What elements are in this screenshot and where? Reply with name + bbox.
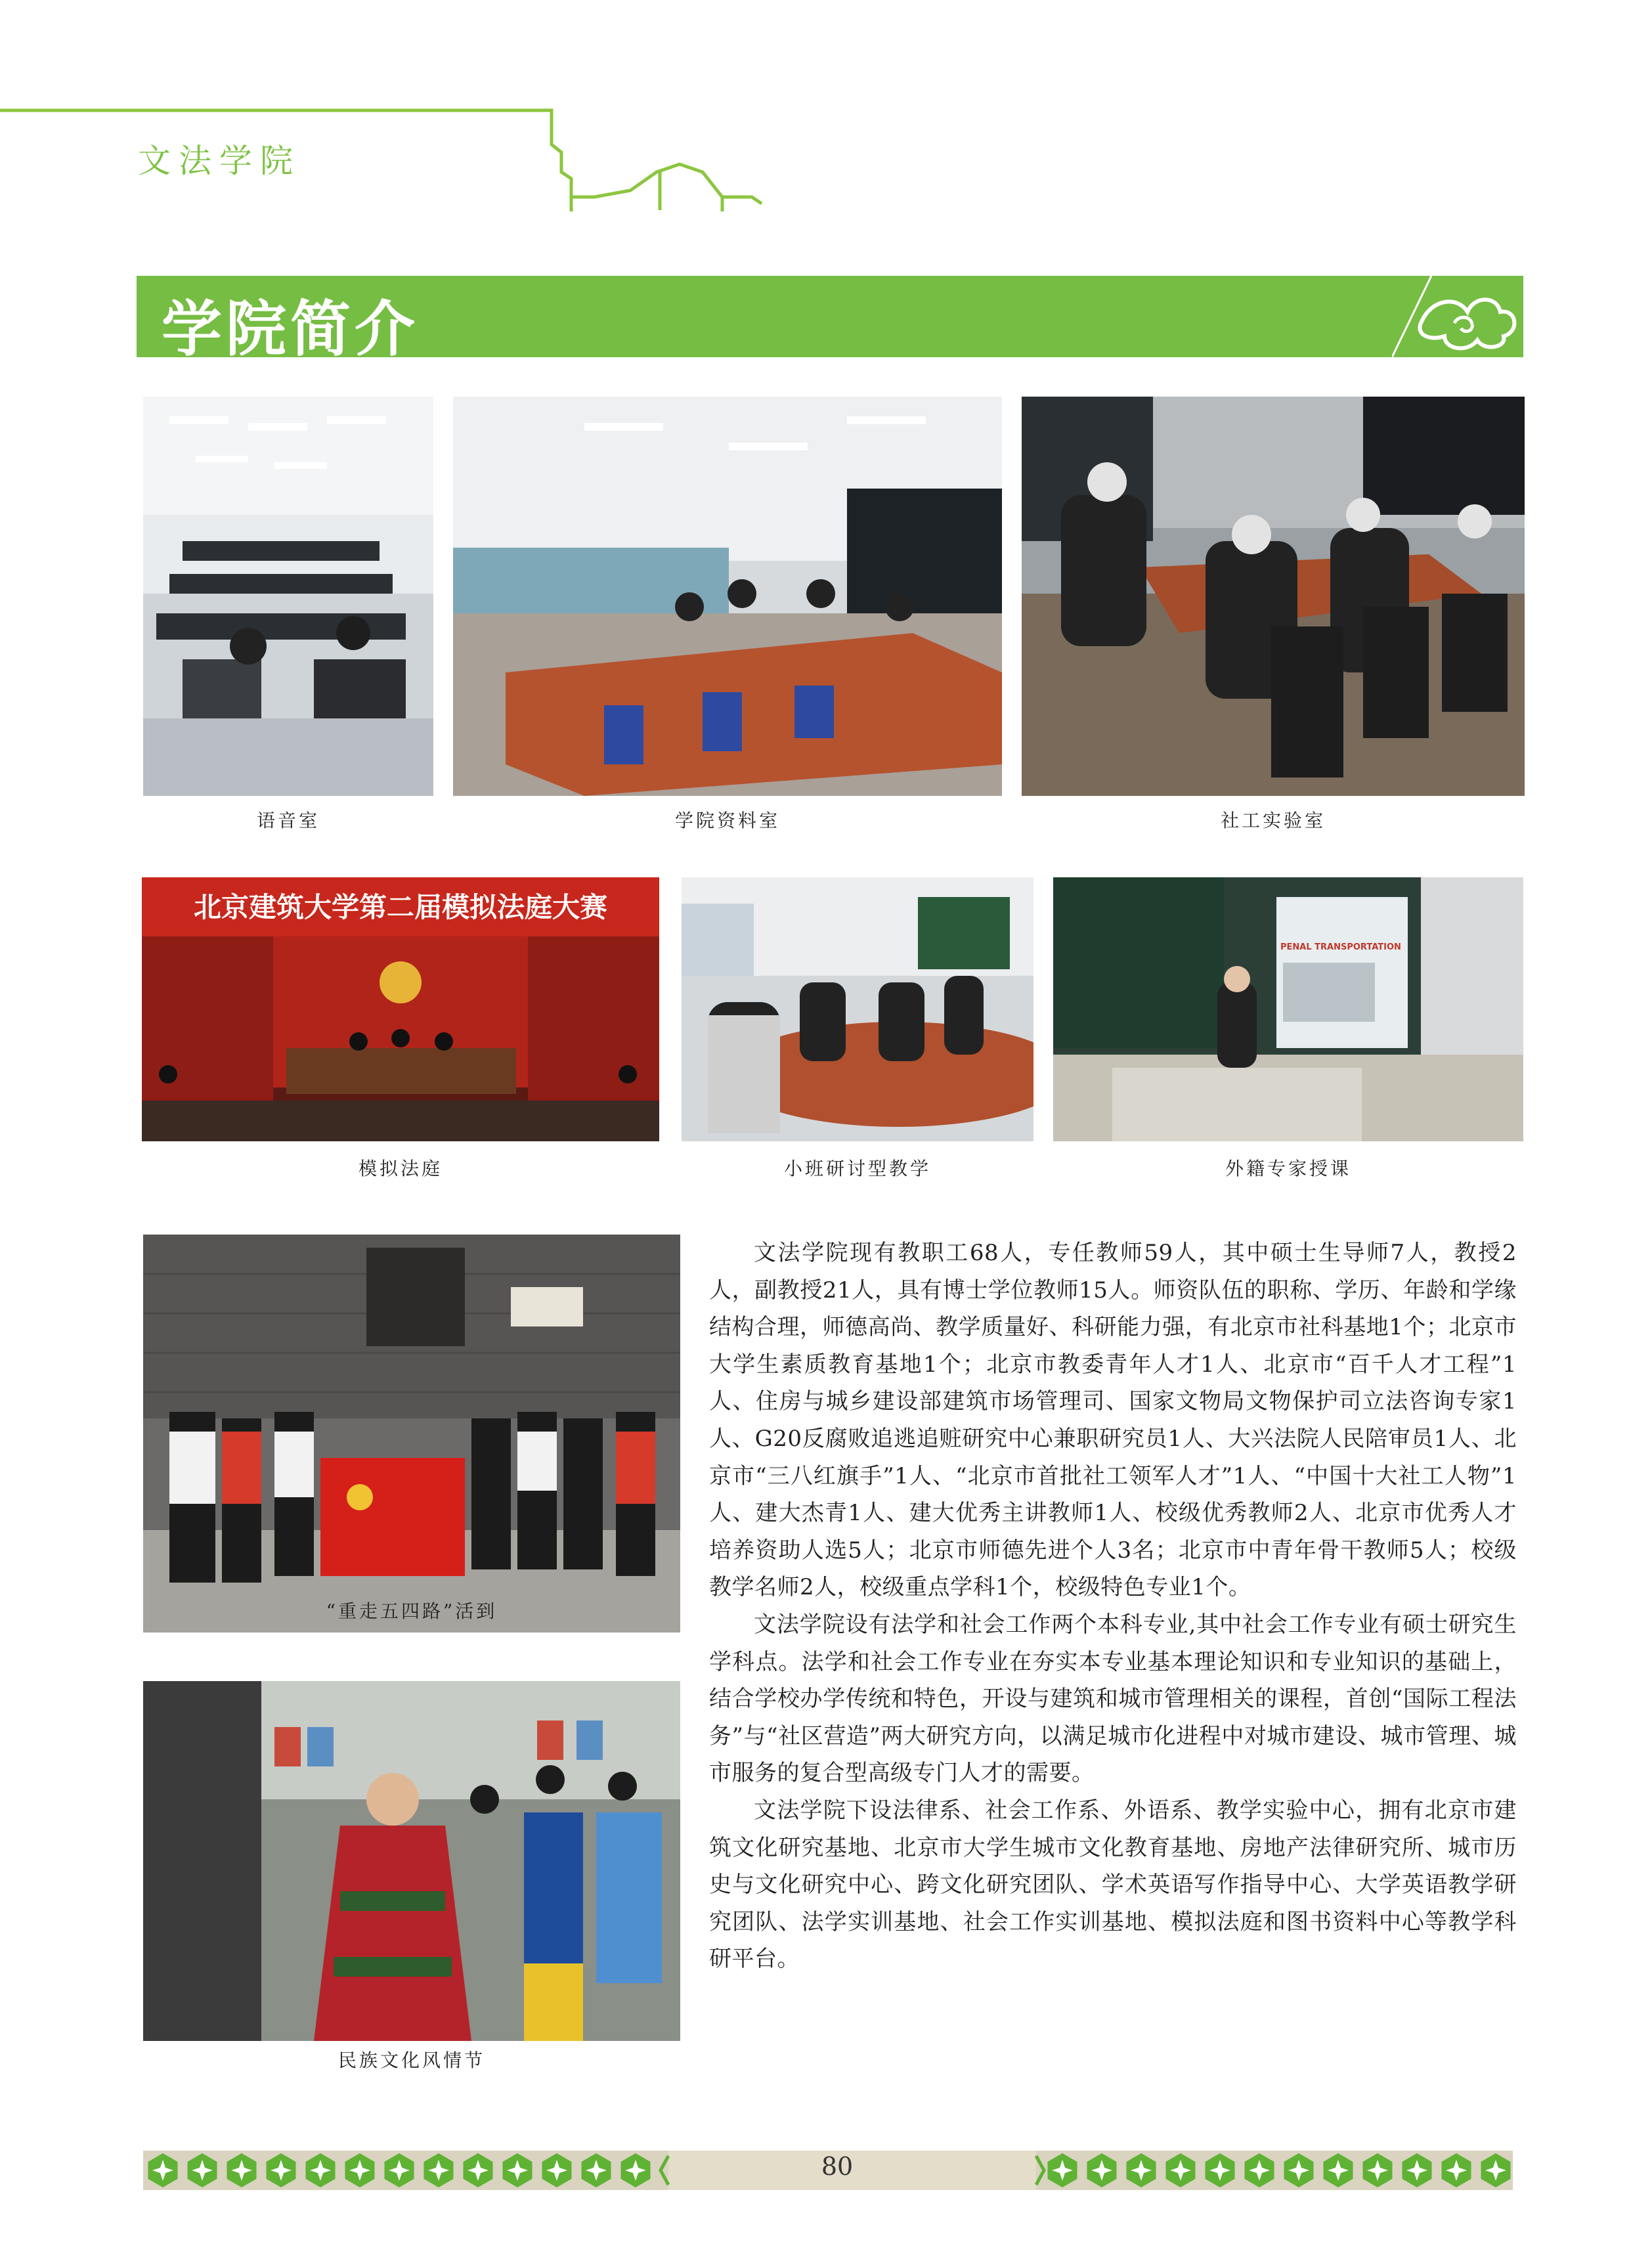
intro-paragraph-faculty: 文法学院现有教职工68人，专任教师59人，其中硕士生导师7人，教授2人，副教授21人，具有博士学位教师15人。师资队伍的职称、学历、年龄和学缘结构合理，师德高尚、教学质量好、科研能力强，有北京市社科基地1个；北京市大学生素质教育基地1个；北京市教委青年人才1人、北京市“百千人才工程”1人、住房与城乡建设部建筑市场管理司、国家文物局文物保护司立法咨询专家1人、G20反腐败追逃追赃研究中心兼职研究员1人、大兴法院人民陪审员1人、北京市“三八红旗手”1人、“北京市首批社工领军人才”1人、“中国十大社工人物”1人、建大杰青1人、建大优秀主讲教师1人、校级优秀教师2人、北京市优秀人才培养资助人选5人；北京市师德先进个人3名；北京市中青年骨干教师5人；校级教学名师2人，校级重点学科1个，校级特色专业1个。 <box>709 1240 1517 1601</box>
caption-language-lab: 语音室 <box>256 810 320 831</box>
caption-seminar-teaching: 小班研讨型教学 <box>783 1158 931 1179</box>
lecture-slide-text: PENAL TRANSPORTATION <box>1280 942 1401 952</box>
photo-social-work-lab <box>1022 397 1525 796</box>
caption-ethnic-culture-festival: 民族文化风情节 <box>337 2049 485 2071</box>
photo-language-lab <box>143 397 433 796</box>
moot-court-banner-text: 北京建筑大学第二届模拟法庭大赛 <box>193 891 608 923</box>
photo-foreign-expert-lecture <box>1053 877 1523 1141</box>
caption-foreign-expert-lecture: 外籍专家授课 <box>1225 1158 1351 1179</box>
photo-reference-room <box>453 397 1002 796</box>
caption-moot-court: 模拟法庭 <box>358 1158 443 1179</box>
header-decor-line <box>0 0 1652 236</box>
college-intro-text <box>709 1235 1517 1978</box>
section-title-banner <box>137 276 1523 364</box>
caption-social-work-lab: 社工实验室 <box>1220 810 1326 831</box>
section-title: 学院简介 <box>162 294 420 364</box>
intro-paragraph-departments: 文法学院下设法律系、社会工作系、外语系、教学实验中心，拥有北京市建筑文化研究基地、北京市大学生城市文化教育基地、房地产法律研究所、城市历史与文化研究中心、跨文化研究团队、学术英语写作指导中心、大学英语教学研究团队、法学实训基地、社会工作实训基地、模拟法庭和图书资料中心等教学科研平台。 <box>709 1797 1517 1973</box>
photo-ethnic-culture-festival <box>143 1681 680 2041</box>
caption-may-fourth-activity: “重走五四路”活到 <box>326 1600 498 1622</box>
cloud-ornament-icon <box>1392 276 1523 357</box>
page-number: 80 <box>821 2152 854 2181</box>
photo-may-fourth-activity <box>143 1235 680 1632</box>
college-name: 文法学院 <box>138 142 301 180</box>
photo-seminar-teaching <box>682 877 1033 1141</box>
caption-reference-room: 学院资料室 <box>674 810 780 831</box>
intro-paragraph-majors: 文法学院设有法学和社会工作两个本科专业,其中社会工作专业有硕士研究生学科点。法学和社会工作专业在夯实本专业基本理论知识和专业知识的基础上，结合学校办学传统和特色，开设与建筑和城市管理相关的课程，首创“国际工程法务”与“社区营造”两大研究方向，以满足城市化进程中对城市建设、城市管理、城市服务的复合型高级专门人才的需要。 <box>709 1611 1517 1787</box>
photo-moot-court <box>142 877 659 1141</box>
